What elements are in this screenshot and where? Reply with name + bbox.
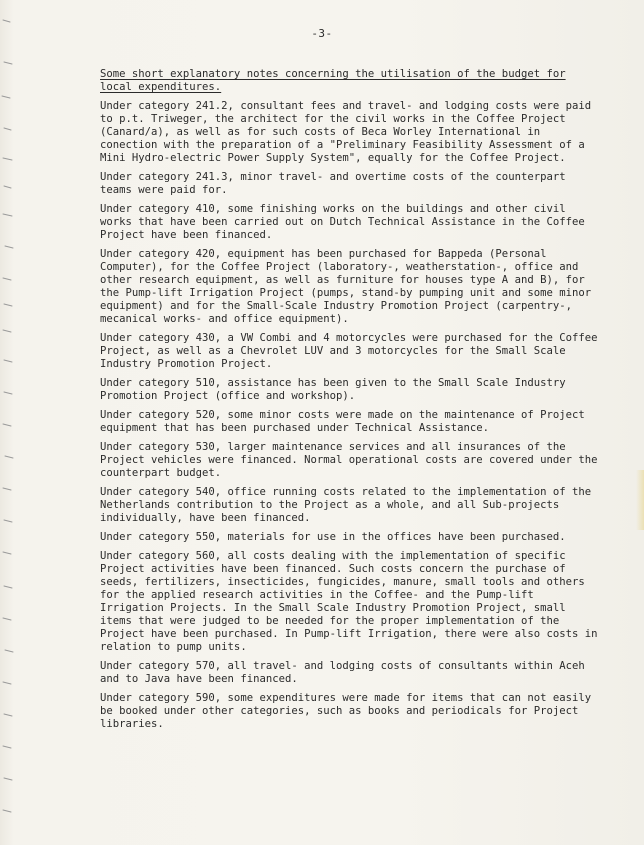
paragraph-category-560: Under category 560, all costs dealing with the implementation of specific Project activities have been financed. Such costs concern the purchase of seeds, fertilizers, insecticides, fungicides, manure, small tools and others for the applied research activities in the Coffee- and the Pump-lift Irrigation Projects. In the Small Scale Industry Promotion Project, small items that were judged to be needed for the proper implementation of the Project have been purchased. In Pump-lift Irrigation, there were also costs in relation to pump units. <box>100 550 598 653</box>
paragraph-category-241-3: Under category 241.3, minor travel- and overtime costs of the counterpart teams were paid for. <box>100 171 566 196</box>
paragraph-category-570: Under category 570, all travel- and lodging costs of consultants within Aceh and to Java have been financed. <box>100 660 585 685</box>
paper-stain <box>636 470 644 530</box>
binding-edge-marks <box>0 0 24 845</box>
paragraph-category-520: Under category 520, some minor costs were made on the maintenance of Project equipment that has been purchased under Technical Assistance. <box>100 409 585 434</box>
paragraph-category-550: Under category 550, materials for use in the offices have been purchased. <box>100 531 566 543</box>
document-body <box>100 68 600 737</box>
paragraph-category-510: Under category 510, assistance has been given to the Small Scale Industry Promotion Project (office and workshop). <box>100 377 566 402</box>
paragraph-category-590: Under category 590, some expenditures were made for items that can not easily be booked under other categories, such as books and periodicals for Project libraries. <box>100 692 592 730</box>
paragraph-category-410: Under category 410, some finishing works on the buildings and other civil works that have been carried out on Dutch Technical Assistance in the Coffee Project have been financed. <box>100 203 585 241</box>
paragraph-category-430: Under category 430, a VW Combi and 4 motorcycles were purchased for the Coffee Project, as well as a Chevrolet LUV and 3 motorcycles for the Small Scale Industry Promotion Project. <box>100 332 598 370</box>
paragraph-category-420: Under category 420, equipment has been purchased for Bappeda (Personal Computer), for the Coffee Project (laboratory-, weatherstation-, office and other research equipment, as well as furniture for houses type A and B), for the Pump-lift Irrigation Project (pumps, stand-by pumping unit and some minor equipment) and for the Small-Scale Industry Promotion Project (carpentry-, mecanical works- and office equipment). <box>100 248 592 325</box>
paragraph-category-540: Under category 540, office running costs related to the implementation of the Netherlands contribution to the Project as a whole, and all Sub-projects individually, have been financed. <box>100 486 592 524</box>
page-number: -3- <box>311 27 333 40</box>
paragraph-category-241-2: Under category 241.2, consultant fees and travel- and lodging costs were paid to p.t. Triweger, the architect for the civil works in the Coffee Project (Canard/a), as well as for such costs of Beca Worley International in conection with the preparation of a "Preliminary Feasibility Assessment of a Mini Hydro-electric Power Supply System", equally for the Coffee Project. <box>100 100 592 164</box>
paragraph-category-530: Under category 530, larger maintenance services and all insurances of the Project vehicles were financed. Normal operational costs are covered under the counterpart budget. <box>100 441 598 479</box>
section-heading: Some short explanatory notes concerning the utilisation of the budget for local expenditures. <box>100 68 566 93</box>
